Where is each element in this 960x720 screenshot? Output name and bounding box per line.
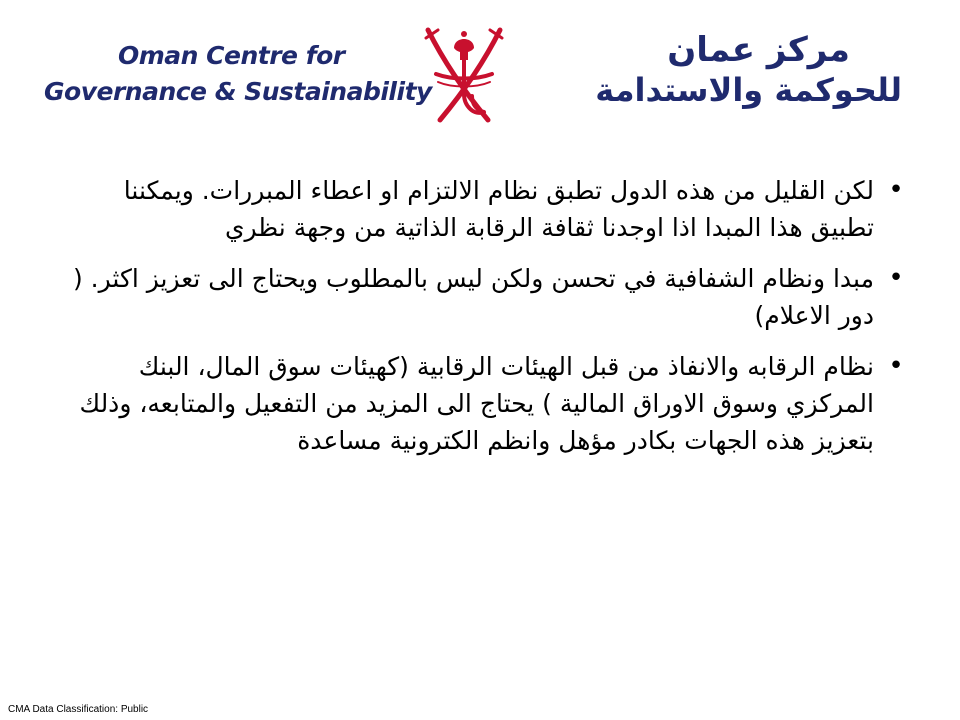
bullet-text: لكن القليل من هذه الدول تطبق نظام الالتزام او اعطاء المبررات. ويمكننا تطبيق هذا المبدا اذا اوجدنا ثقافة الرقابة الذاتية من وجهة نظري [123, 176, 874, 242]
bullet-list [70, 172, 910, 459]
bullet-text: مبدا ونظام الشفافية في تحسن ولكن ليس بالمطلوب ويحتاج الى تعزيز اكثر. ( دور الاعلام) [72, 264, 874, 330]
bullet-text: نظام الرقابه والانفاذ من قبل الهيئات الرقابية (كهيئات سوق المال، البنك المركزي وسوق الاوراق المالية ) يحتاج الى المزيد من التفعيل والمتابعه، وذلك بتعزيز هذه الجهات بكادر مؤهل وانظم الكترونية مساعدة [79, 352, 874, 455]
bullet-dot-icon: • [888, 263, 904, 293]
logo-english-text [44, 38, 432, 110]
data-classification-footer: CMA Data Classification: Public [8, 704, 149, 715]
logo-arabic-line1: مركز عمان [667, 30, 850, 70]
bullet-dot-icon: • [888, 175, 904, 205]
logo-english-line1: Oman Centre for [118, 41, 345, 70]
bullet-dot-icon: • [888, 351, 904, 381]
header-logo-banner [0, 0, 960, 150]
bullet-item [70, 348, 910, 459]
logo-arabic-text [520, 30, 902, 110]
oman-khanjar-emblem-icon [418, 24, 510, 130]
bullet-item [70, 260, 910, 334]
bullet-item [70, 172, 910, 246]
logo-arabic-line2: للحوكمة والاستدامة [595, 71, 902, 109]
logo-english-line2: Governance & Sustainability [44, 77, 432, 106]
slide-content [70, 172, 910, 473]
